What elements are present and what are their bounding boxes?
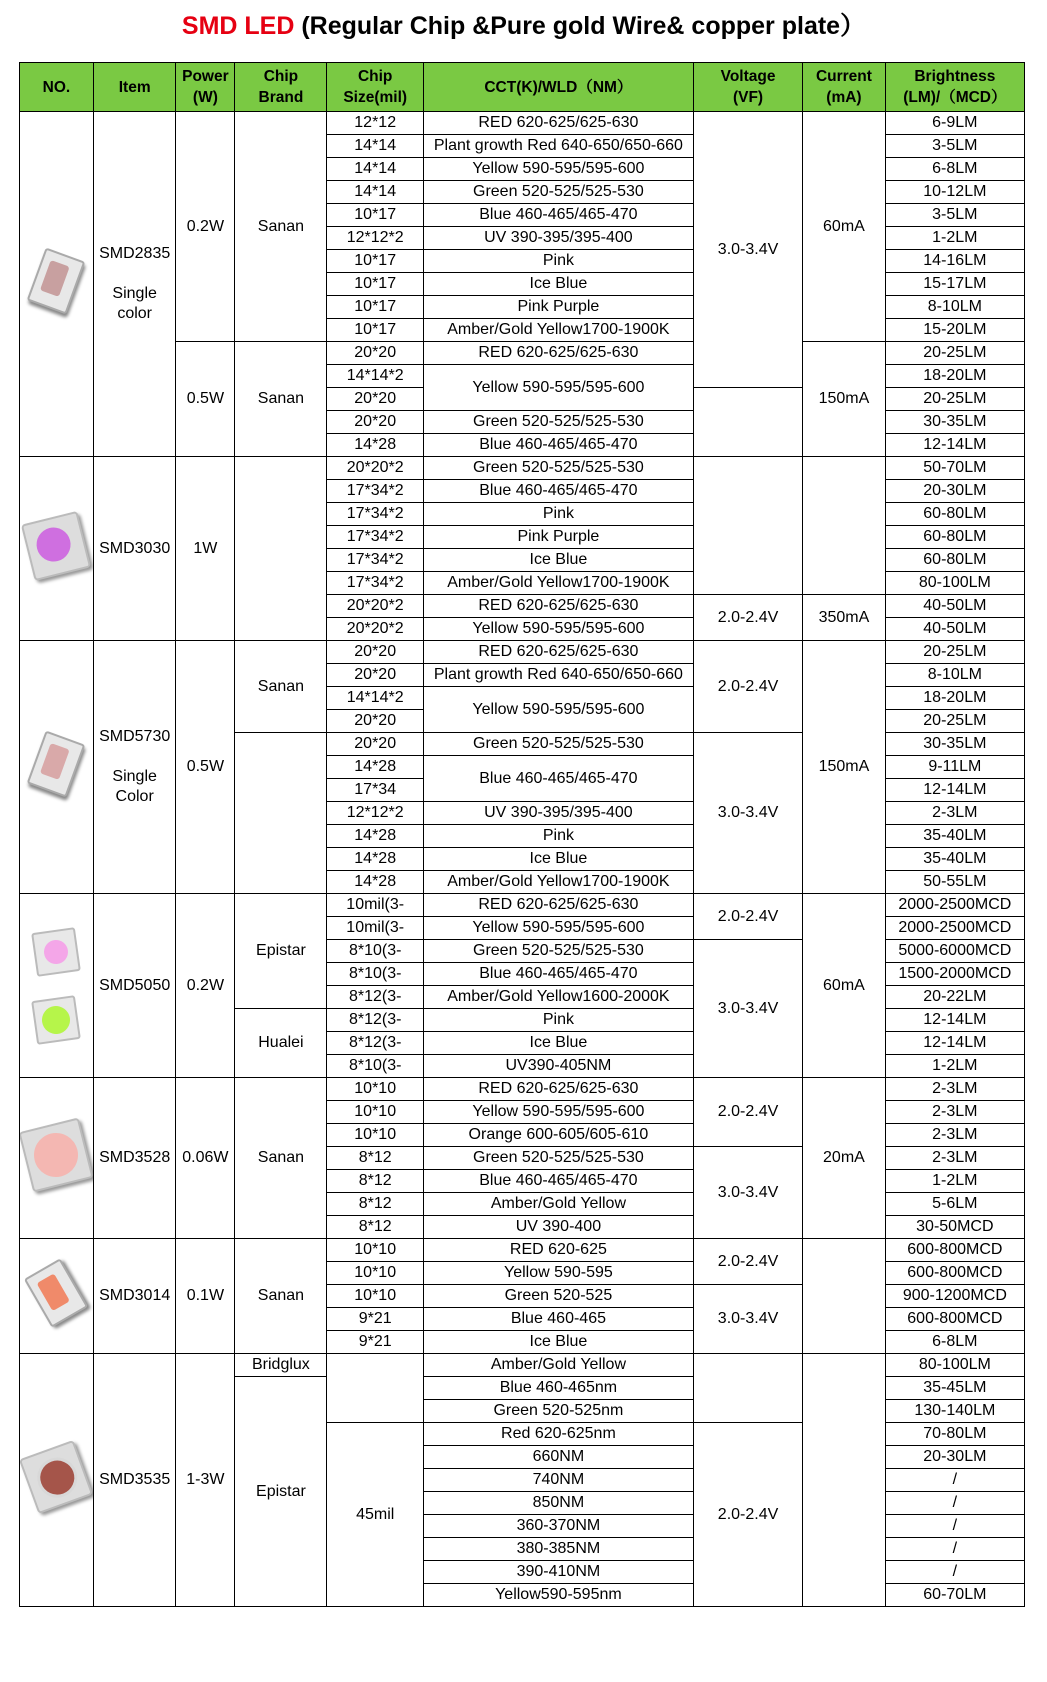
cct-cell: Blue 460-465/465-470 [423, 434, 693, 457]
chip-size-cell: 14*14*2 [327, 687, 423, 710]
chip-size-cell: 20*20 [327, 411, 423, 434]
chip-size-cell: 10*17 [327, 250, 423, 273]
cct-cell: Amber/Gold Yellow1700-1900K [423, 572, 693, 595]
chip-size-cell: 20*20*2 [327, 618, 423, 641]
cct-cell: Blue 460-465/465-470 [423, 963, 693, 986]
chip-size-cell: 8*12 [327, 1147, 423, 1170]
brightness-cell: 14-16LM [885, 250, 1024, 273]
page-title [0, 6, 1047, 42]
brightness-cell: 20-25LM [885, 342, 1024, 365]
table-row [20, 641, 1025, 664]
brightness-cell: / [885, 1561, 1024, 1584]
cct-cell: Green 520-525/525-530 [423, 411, 693, 434]
smd3528-image-cell [20, 1078, 94, 1239]
smd2835-chip-icon [35, 253, 77, 309]
chip-size-cell: 14*14 [327, 181, 423, 204]
header-item: Item [93, 63, 176, 112]
smd3014-chip-icon [35, 1265, 77, 1321]
brightness-cell: 600-800MCD [885, 1308, 1024, 1331]
cct-cell: 740NM [423, 1469, 693, 1492]
cct-cell: Plant growth Red 640-650/650-660 [423, 664, 693, 687]
chip-size-cell: 20*20 [327, 388, 423, 411]
cct-cell: Ice Blue [423, 273, 693, 296]
header-brightness [885, 63, 1024, 112]
chip-size-cell: 17*34*2 [327, 480, 423, 503]
cct-cell: RED 620-625 [423, 1239, 693, 1262]
chip-size-cell: 10*17 [327, 319, 423, 342]
cct-cell: Yellow 590-595/595-600 [423, 1101, 693, 1124]
brightness-cell: 30-35LM [885, 733, 1024, 756]
brightness-cell: 1-2LM [885, 1170, 1024, 1193]
item-smd3535: SMD3535 [93, 1354, 176, 1607]
brightness-cell: 12-14LM [885, 434, 1024, 457]
chip-size-cell: 10*10 [327, 1078, 423, 1101]
cct-cell: Yellow 590-595/595-600 [423, 917, 693, 940]
brightness-cell: 18-20LM [885, 365, 1024, 388]
cct-cell: Pink [423, 1009, 693, 1032]
cct-cell: Green 520-525/525-530 [423, 733, 693, 756]
brightness-cell: 2000-2500MCD [885, 917, 1024, 940]
cct-cell: UV 390-395/395-400 [423, 227, 693, 250]
brightness-cell: 10-12LM [885, 181, 1024, 204]
chip-size-cell: 8*10(3- [327, 1055, 423, 1078]
smd5050-pink-chip-icon [32, 927, 82, 977]
item-smd5730-name: SMD5730 [99, 728, 171, 745]
brightness-cell: / [885, 1515, 1024, 1538]
chip-size-cell: 10*10 [327, 1262, 423, 1285]
chip-size-cell: 20*20 [327, 733, 423, 756]
brightness-cell: / [885, 1469, 1024, 1492]
brightness-cell: 20-30LM [885, 480, 1024, 503]
current-cell: 60mA [803, 894, 886, 1078]
brightness-cell: 60-70LM [885, 1584, 1024, 1607]
brightness-cell: 20-25LM [885, 710, 1024, 733]
voltage-cell: 2.0-2.4V [693, 595, 802, 641]
brightness-cell: 2-3LM [885, 1101, 1024, 1124]
smd5050-image-cell [20, 894, 94, 1078]
table-row [20, 457, 1025, 480]
cct-cell: 660NM [423, 1446, 693, 1469]
cct-cell: Green 520-525/525-530 [423, 1147, 693, 1170]
voltage-cell: 3.0-3.4V [693, 940, 802, 1078]
chip-size-cell: 10*10 [327, 1124, 423, 1147]
chip-size-cell: 10*10 [327, 1285, 423, 1308]
cct-cell: Green 520-525/525-530 [423, 940, 693, 963]
cct-cell: Yellow 590-595/595-600 [423, 618, 693, 641]
voltage-cell: 2.0-2.4V [693, 641, 802, 733]
current-cell [803, 1354, 886, 1607]
cct-cell: Ice Blue [423, 1032, 693, 1055]
chip-size-cell: 8*12(3- [327, 1009, 423, 1032]
item-smd5050: SMD5050 [93, 894, 176, 1078]
brightness-cell: 6-8LM [885, 1331, 1024, 1354]
brightness-cell: 2-3LM [885, 1124, 1024, 1147]
current-cell: 350mA [803, 595, 886, 641]
cct-cell: RED 620-625/625-630 [423, 641, 693, 664]
cct-cell: 380-385NM [423, 1538, 693, 1561]
cct-cell: 390-410NM [423, 1561, 693, 1584]
cct-cell: UV 390-400 [423, 1216, 693, 1239]
chip-size-cell: 10*10 [327, 1101, 423, 1124]
cct-cell: Green 520-525/525-530 [423, 181, 693, 204]
voltage-cell [693, 1354, 802, 1423]
chip-size-cell: 12*12*2 [327, 802, 423, 825]
chip-brand-cell: Bridglux [235, 1354, 327, 1377]
chip-size-cell: 8*12(3- [327, 1032, 423, 1055]
cct-cell: Green 520-525nm [423, 1400, 693, 1423]
power-cell: 0.1W [176, 1239, 235, 1354]
smd3528-chip-icon [25, 1124, 87, 1186]
voltage-cell: 3.0-3.4V [693, 112, 802, 388]
item-smd2835-sub2: color [117, 305, 153, 322]
brightness-cell: 3-5LM [885, 135, 1024, 158]
chip-brand-cell [235, 457, 327, 641]
brightness-cell: 50-55LM [885, 871, 1024, 894]
chip-size-cell: 17*34*2 [327, 503, 423, 526]
power-cell: 0.2W [176, 112, 235, 342]
brightness-cell: 1500-2000MCD [885, 963, 1024, 986]
chip-size-cell: 14*14*2 [327, 365, 423, 388]
brightness-cell: 18-20LM [885, 687, 1024, 710]
brightness-cell: 15-17LM [885, 273, 1024, 296]
smd3014-image-cell [20, 1239, 94, 1354]
chip-size-cell: 12*12 [327, 112, 423, 135]
cct-cell: Pink [423, 825, 693, 848]
cct-cell: Pink [423, 503, 693, 526]
brightness-cell: 40-50LM [885, 618, 1024, 641]
item-smd2835 [93, 112, 176, 457]
table-row [20, 1078, 1025, 1101]
brightness-cell: 5-6LM [885, 1193, 1024, 1216]
voltage-cell: 2.0-2.4V [693, 1239, 802, 1285]
current-cell: 20mA [803, 1078, 886, 1239]
chip-brand-cell: Epistar [235, 1377, 327, 1607]
cct-cell: Ice Blue [423, 1331, 693, 1354]
brightness-cell: 1-2LM [885, 227, 1024, 250]
power-cell: 0.2W [176, 894, 235, 1078]
cct-cell: RED 620-625/625-630 [423, 1078, 693, 1101]
table-row [20, 112, 1025, 135]
chip-brand-cell: Hualei [235, 1009, 327, 1078]
cct-cell: Pink [423, 250, 693, 273]
chip-brand-cell: Sanan [235, 342, 327, 457]
cct-cell: Pink Purple [423, 296, 693, 319]
item-smd3528: SMD3528 [93, 1078, 176, 1239]
brightness-cell: 20-25LM [885, 388, 1024, 411]
power-cell: 0.5W [176, 641, 235, 894]
chip-size-cell: 14*28 [327, 756, 423, 779]
brightness-cell: 60-80LM [885, 549, 1024, 572]
cct-cell: Yellow590-595nm [423, 1584, 693, 1607]
table-row [20, 1354, 1025, 1377]
voltage-cell: 3.0-3.4V [693, 733, 802, 894]
brightness-cell: 35-40LM [885, 848, 1024, 871]
item-smd5730-sub2: Color [115, 788, 154, 805]
header-current-l1: Current [815, 68, 872, 85]
cct-cell: RED 620-625/625-630 [423, 595, 693, 618]
brightness-cell: 8-10LM [885, 296, 1024, 319]
cct-cell: UV 390-395/395-400 [423, 802, 693, 825]
voltage-cell [693, 457, 802, 595]
header-chip-brand-l1: Chip [263, 68, 299, 85]
smd2835-image-cell [20, 112, 94, 457]
cct-cell: Yellow 590-595 [423, 1262, 693, 1285]
header-chip-size-l1: Chip [357, 68, 393, 85]
brightness-cell: 5000-6000MCD [885, 940, 1024, 963]
brightness-cell: 600-800MCD [885, 1239, 1024, 1262]
cct-cell: Pink Purple [423, 526, 693, 549]
header-chip-size-l2: Size(mil) [343, 89, 408, 106]
header-chip-brand [235, 63, 327, 112]
brightness-cell: 2-3LM [885, 1078, 1024, 1101]
cct-cell: Red 620-625nm [423, 1423, 693, 1446]
brightness-cell: 50-70LM [885, 457, 1024, 480]
chip-size-cell: 8*12(3- [327, 986, 423, 1009]
chip-size-cell: 12*12*2 [327, 227, 423, 250]
header-voltage [693, 63, 802, 112]
cct-cell: 360-370NM [423, 1515, 693, 1538]
header-cct: CCT(K)/WLD（NM） [423, 63, 693, 112]
cct-cell: Blue 460-465/465-470 [423, 204, 693, 227]
header-power [176, 63, 235, 112]
voltage-cell: 2.0-2.4V [693, 1078, 802, 1147]
brightness-cell: 20-22LM [885, 986, 1024, 1009]
brightness-cell: 2000-2500MCD [885, 894, 1024, 917]
cct-cell: Green 520-525 [423, 1285, 693, 1308]
voltage-cell: 3.0-3.4V [693, 1147, 802, 1239]
item-smd3014: SMD3014 [93, 1239, 176, 1354]
current-cell: 150mA [803, 342, 886, 457]
cct-cell: Green 520-525/525-530 [423, 457, 693, 480]
chip-size-cell: 14*14 [327, 158, 423, 181]
brightness-cell: 900-1200MCD [885, 1285, 1024, 1308]
header-current-l2: (mA) [826, 89, 862, 106]
current-cell: 60mA [803, 112, 886, 342]
cct-cell: Amber/Gold Yellow [423, 1354, 693, 1377]
current-cell: 150mA [803, 641, 886, 894]
brightness-cell: 80-100LM [885, 572, 1024, 595]
chip-size-cell: 8*10(3- [327, 963, 423, 986]
brightness-cell: 12-14LM [885, 1032, 1024, 1055]
chip-size-cell: 14*28 [327, 434, 423, 457]
chip-size-cell: 17*34*2 [327, 549, 423, 572]
cct-cell: Ice Blue [423, 549, 693, 572]
chip-size-cell: 20*20 [327, 641, 423, 664]
chip-brand-cell: Sanan [235, 112, 327, 342]
header-voltage-l1: Voltage [720, 68, 776, 85]
chip-size-cell: 10*10 [327, 1239, 423, 1262]
voltage-cell: 3.0-3.4V [693, 1285, 802, 1354]
brightness-cell: 40-50LM [885, 595, 1024, 618]
table-row [20, 1239, 1025, 1262]
smd5730-image-cell [20, 641, 94, 894]
brightness-cell: 130-140LM [885, 1400, 1024, 1423]
cct-cell: RED 620-625/625-630 [423, 342, 693, 365]
cct-cell: Yellow 590-595/595-600 [423, 687, 693, 733]
item-smd3030: SMD3030 [93, 457, 176, 641]
chip-size-cell: 17*34*2 [327, 526, 423, 549]
cct-cell: Blue 460-465/465-470 [423, 1170, 693, 1193]
cct-cell: 850NM [423, 1492, 693, 1515]
chip-size-cell: 10*17 [327, 296, 423, 319]
cct-cell: Yellow 590-595/595-600 [423, 158, 693, 181]
item-smd2835-sub1: Single [112, 285, 157, 302]
chip-size-cell: 20*20*2 [327, 595, 423, 618]
brightness-cell: 12-14LM [885, 779, 1024, 802]
brightness-cell: 20-25LM [885, 641, 1024, 664]
chip-size-cell [327, 1354, 423, 1423]
power-cell: 1W [176, 457, 235, 641]
header-chip-brand-l2: Brand [258, 89, 304, 106]
brightness-cell: 15-20LM [885, 319, 1024, 342]
chip-size-cell: 17*34 [327, 779, 423, 802]
item-smd5730 [93, 641, 176, 894]
cct-cell: RED 620-625/625-630 [423, 894, 693, 917]
chip-brand-cell: Sanan [235, 641, 327, 733]
cct-cell: Blue 460-465/465-470 [423, 480, 693, 503]
chip-size-cell: 17*34*2 [327, 572, 423, 595]
voltage-cell: 2.0-2.4V [693, 894, 802, 940]
table-row [20, 894, 1025, 917]
brightness-cell: / [885, 1538, 1024, 1561]
power-cell: 1-3W [176, 1354, 235, 1607]
smd5050-green-chip-icon [32, 995, 82, 1045]
brightness-cell: 6-9LM [885, 112, 1024, 135]
cct-cell: Amber/Gold Yellow1600-2000K [423, 986, 693, 1009]
chip-size-cell: 9*21 [327, 1308, 423, 1331]
brightness-cell: 1-2LM [885, 1055, 1024, 1078]
cct-cell: Ice Blue [423, 848, 693, 871]
cct-cell: Blue 460-465/465-470 [423, 756, 693, 802]
header-chip-size [327, 63, 423, 112]
brightness-cell: 2-3LM [885, 802, 1024, 825]
cct-cell: Blue 460-465nm [423, 1377, 693, 1400]
cct-cell: Amber/Gold Yellow1700-1900K [423, 319, 693, 342]
header-voltage-l2: (VF) [732, 89, 764, 106]
cct-cell: Amber/Gold Yellow1700-1900K [423, 871, 693, 894]
smd3535-image-cell [20, 1354, 94, 1607]
brightness-cell: / [885, 1492, 1024, 1515]
chip-size-cell: 14*28 [327, 825, 423, 848]
chip-size-cell: 20*20*2 [327, 457, 423, 480]
cct-cell: Orange 600-605/605-610 [423, 1124, 693, 1147]
voltage-cell: 2.0-2.4V [693, 1423, 802, 1607]
chip-size-cell: 8*12 [327, 1170, 423, 1193]
header-current [803, 63, 886, 112]
current-cell [803, 457, 886, 595]
brightness-cell: 9-11LM [885, 756, 1024, 779]
chip-size-cell: 14*14 [327, 135, 423, 158]
brightness-cell: 6-8LM [885, 158, 1024, 181]
chip-size-cell: 10*17 [327, 204, 423, 227]
cct-cell: Plant growth Red 640-650/650-660 [423, 135, 693, 158]
brightness-cell: 35-45LM [885, 1377, 1024, 1400]
power-cell: 0.5W [176, 342, 235, 457]
title-black-part: (Regular Chip &Pure gold Wire& copper plate） [294, 12, 866, 40]
header-no: NO. [20, 63, 94, 112]
brightness-cell: 20-30LM [885, 1446, 1024, 1469]
chip-size-cell: 10mil(3- [327, 917, 423, 940]
chip-size-cell: 8*12 [327, 1193, 423, 1216]
brightness-cell: 70-80LM [885, 1423, 1024, 1446]
brightness-cell: 2-3LM [885, 1147, 1024, 1170]
chip-brand-cell: Sanan [235, 1078, 327, 1239]
chip-size-cell: 9*21 [327, 1331, 423, 1354]
chip-size-cell: 45mil [327, 1423, 423, 1607]
spec-table [19, 62, 1025, 1607]
chip-brand-cell [235, 733, 327, 894]
title-red-part: SMD LED [181, 12, 295, 40]
brightness-cell: 8-10LM [885, 664, 1024, 687]
brightness-cell: 3-5LM [885, 204, 1024, 227]
brightness-cell: 80-100LM [885, 1354, 1024, 1377]
chip-size-cell: 8*10(3- [327, 940, 423, 963]
cct-cell: Yellow 590-595/595-600 [423, 365, 693, 411]
smd3030-image-cell [20, 457, 94, 641]
brightness-cell: 30-35LM [885, 411, 1024, 434]
chip-size-cell: 20*20 [327, 342, 423, 365]
chip-size-cell: 14*28 [327, 848, 423, 871]
item-smd2835-name: SMD2835 [99, 245, 171, 262]
cct-cell: RED 620-625/625-630 [423, 112, 693, 135]
chip-size-cell: 20*20 [327, 710, 423, 733]
chip-size-cell: 20*20 [327, 664, 423, 687]
brightness-cell: 60-80LM [885, 503, 1024, 526]
header-brightness-l1: Brightness [914, 68, 996, 85]
brightness-cell: 60-80LM [885, 526, 1024, 549]
brightness-cell: 600-800MCD [885, 1262, 1024, 1285]
header-power-l1: Power [182, 68, 229, 85]
smd5730-chip-icon [35, 736, 77, 792]
chip-size-cell: 8*12 [327, 1216, 423, 1239]
header-power-l2: (W) [192, 89, 218, 106]
chip-brand-cell: Sanan [235, 1239, 327, 1354]
header-brightness-l2: (LM)/（MCD） [903, 89, 1007, 106]
chip-brand-cell: Epistar [235, 894, 327, 1009]
chip-size-cell: 10mil(3- [327, 894, 423, 917]
header-row [20, 63, 1025, 112]
item-smd5730-sub1: Single [112, 768, 157, 785]
cct-cell: Blue 460-465 [423, 1308, 693, 1331]
cct-cell: UV390-405NM [423, 1055, 693, 1078]
chip-size-cell: 14*28 [327, 871, 423, 894]
brightness-cell: 12-14LM [885, 1009, 1024, 1032]
smd3030-chip-icon [27, 517, 85, 575]
cct-cell: Amber/Gold Yellow [423, 1193, 693, 1216]
brightness-cell: 35-40LM [885, 825, 1024, 848]
brightness-cell: 30-50MCD [885, 1216, 1024, 1239]
smd3535-chip-icon [27, 1448, 85, 1506]
current-cell [803, 1239, 886, 1354]
chip-size-cell: 10*17 [327, 273, 423, 296]
power-cell: 0.06W [176, 1078, 235, 1239]
